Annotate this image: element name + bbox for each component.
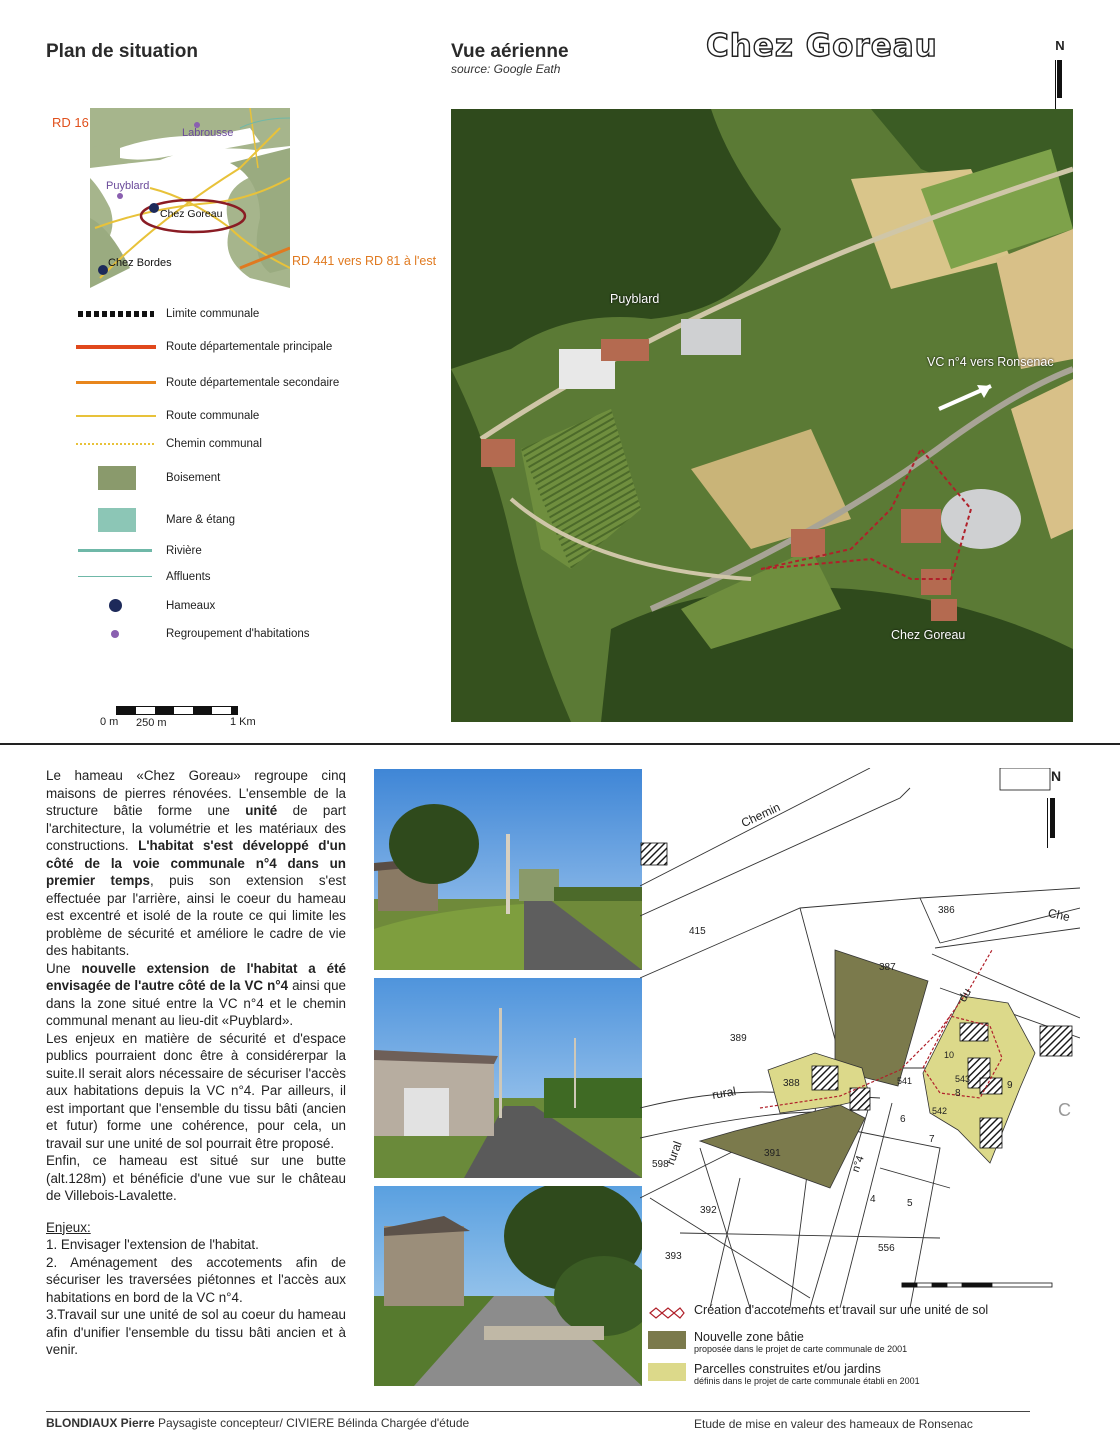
map-label-puyblard: Puyblard xyxy=(106,180,150,192)
paragraph-1: Le hameau «Chez Goreau» regroupe cinq maisons de pierres rénovées. L'ensemble de la structure bâtie forme une unité de part l'architecture, la volumétrie et les matériaux des constructions. L'habitat s'est développé d'un côté de la voie communale n°4 dans un premier temps, puis son extension s'est effectuée par l'arrière, ainsi le coeur du hameau est excentré et isolé de la route ce qui limite les problème de sécurité et améliore le cadre de vie des habitants. xyxy=(46,768,346,958)
footer-author: BLONDIAUX Pierre xyxy=(46,1416,155,1430)
north-label: N xyxy=(1055,38,1065,53)
map-label-chez-bordes: Chez Bordes xyxy=(108,257,172,269)
street-label-rural-1: rural xyxy=(710,1084,738,1102)
legend-chemin-communal xyxy=(76,433,262,455)
parcel-label: 556 xyxy=(878,1243,895,1254)
accotement-symbol xyxy=(648,1304,686,1322)
legend-label: Chemin communal xyxy=(166,438,262,450)
parcel-label: 8 xyxy=(955,1088,961,1099)
street-label-du: du xyxy=(955,985,975,1005)
scale-zero: 0 m xyxy=(100,716,119,728)
cadastre-plan xyxy=(640,768,1080,1308)
legend-title: Nouvelle zone bâtie xyxy=(694,1330,804,1344)
footer-author-role: Paysagiste concepteur/ CIVIERE Bélinda Chargée d'étude xyxy=(154,1416,470,1430)
legend-label: Mare & étang xyxy=(166,514,236,526)
photo-road-2 xyxy=(374,978,642,1178)
parcel-label: 542 xyxy=(932,1106,948,1116)
legend-label: Regroupement d'habitations xyxy=(166,628,310,640)
legend-label: Route départementale secondaire xyxy=(166,377,340,389)
legend-label: Limite communale xyxy=(166,308,260,320)
aerial-label-vc4: VC n°4 vers Ronsenac xyxy=(927,355,1054,369)
situation-map xyxy=(90,108,290,288)
parcel-label: 391 xyxy=(764,1148,781,1159)
parcel-label: 393 xyxy=(665,1251,682,1262)
enjeu-2: 2. Aménagement des accotements afin de sécuriser les traversées piétonnes et l'accès aux habitations en bord de la VC n°4. xyxy=(46,1254,346,1305)
parcel-label: 388 xyxy=(783,1078,800,1089)
parcel-label: 9 xyxy=(1007,1080,1013,1091)
cadastre-north: N xyxy=(1051,768,1062,784)
paragraph-4: Enfin, ce hameau est situé sur une butte (alt.128m) et bénéficie d'une vue sur le château de Villebois-Lavalette. xyxy=(46,1153,346,1203)
aerial-source: source: Google Eath xyxy=(451,62,561,76)
legend-affluents xyxy=(76,566,211,588)
enjeu-3: 3.Travail sur une unité de sol au coeur du hameau afin d'unifier l'ensemble du tissu bâti ancien et à venir. xyxy=(46,1307,346,1357)
new-zone-symbol xyxy=(648,1331,686,1349)
parcel-label: 4 xyxy=(870,1194,876,1205)
parcel-label: 389 xyxy=(730,1033,747,1044)
enjeux-title: Enjeux: xyxy=(46,1219,91,1235)
legend-route-communale xyxy=(76,405,259,427)
plan-legend-accotement xyxy=(648,1303,988,1322)
paragraph-3: Les enjeux en matière de sécurité et d'espace publics pourraient donc être à considérerpar la suite.Il serait alors nécessaire de sécuriser l'accès aux habitations depuis la VC n°4. Par ailleurs, il est important que l'ensemble du tissu bâti (ancien et futur) forme une cohérence, pour cela, un travail sur une unité de sol pourrait être proposé. xyxy=(46,1030,346,1151)
aerial-label-chez-goreau: Chez Goreau xyxy=(891,628,966,642)
plan-legend-nouvelle-zone xyxy=(648,1330,907,1354)
legend-regroupement xyxy=(76,623,310,645)
aerial-label-puyblard: Puyblard xyxy=(610,292,660,306)
legend-limite-communale xyxy=(76,303,259,325)
parcel-label: 5 xyxy=(907,1198,913,1209)
legend-label: Hameaux xyxy=(166,600,216,612)
gardens-symbol xyxy=(648,1363,686,1381)
parcel-label: 392 xyxy=(700,1205,717,1216)
aerial-title: Vue aérienne xyxy=(451,41,569,62)
map-label-chez-goreau: Chez Goreau xyxy=(160,208,223,220)
parcel-label: 541 xyxy=(897,1076,913,1086)
legend-boisement xyxy=(76,464,220,492)
paragraph-2: Une nouvelle extension de l'habitat a été envisagée de l'autre côté de la VC n°4 ainsi que dans la zone situé entre la VC n°4 et le chemin communal menant au lieu-dit «Puyblard». xyxy=(46,960,346,1028)
map-label-rd16: RD 16 xyxy=(52,115,89,130)
footer-study-title: Etude de mise en valeur des hameaux de Ronsenac xyxy=(694,1417,973,1431)
legend-label: Boisement xyxy=(166,472,221,484)
street-label-chemin: Chemin xyxy=(738,799,783,831)
footer-credits xyxy=(46,1416,469,1430)
aerial-photo xyxy=(451,109,1073,722)
plan-title: Plan de situation xyxy=(46,41,199,62)
parcel-label: 7 xyxy=(929,1134,935,1145)
plan-legend-parcelles xyxy=(648,1362,920,1386)
description-text xyxy=(46,767,346,1359)
north-arrow xyxy=(1050,38,1070,110)
place-title: Chez Goreau xyxy=(706,28,938,64)
legend-label: Rivière xyxy=(166,545,202,557)
scale-end: 1 Km xyxy=(230,716,256,728)
street-label-c: C xyxy=(1058,1100,1071,1120)
photo-road-3 xyxy=(374,1186,642,1386)
parcel-label: 386 xyxy=(938,905,955,916)
legend-mare-etang xyxy=(76,506,235,534)
parcel-label: 6 xyxy=(900,1114,906,1125)
legend-route-secondaire xyxy=(76,372,339,394)
legend-subtitle: proposée dans le projet de carte communale de 2001 xyxy=(694,1344,908,1354)
legend-label: Route départementale principale xyxy=(166,341,333,353)
legend-label: Affluents xyxy=(166,571,211,583)
street-label-n4: n°4 xyxy=(849,1154,867,1174)
map-label-labrousse: Labrousse xyxy=(182,127,234,139)
legend-title: Parcelles construites et/ou jardins xyxy=(694,1362,881,1376)
enjeu-1: 1. Envisager l'extension de l'habitat. xyxy=(46,1237,259,1252)
street-label-che: Che xyxy=(1046,905,1072,925)
section-divider xyxy=(0,743,1120,745)
legend-title: Création d'accotements et travail sur une unité de sol xyxy=(694,1303,989,1317)
legend-riviere xyxy=(76,540,202,562)
parcel-label: 10 xyxy=(944,1050,955,1060)
legend-subtitle: définis dans le projet de carte communale établi en 2001 xyxy=(694,1376,920,1386)
parcel-label: 543 xyxy=(955,1074,971,1084)
legend-route-principale xyxy=(76,336,332,358)
scale-mid: 250 m xyxy=(136,717,167,729)
legend-hameaux xyxy=(76,595,215,617)
street-label-rural-2: rural xyxy=(663,1139,685,1167)
photo-road-1 xyxy=(374,769,642,970)
footer-rule xyxy=(46,1411,1030,1412)
parcel-label: 598 xyxy=(652,1159,669,1170)
legend-label: Route communale xyxy=(166,410,260,422)
map-label-rd441: RD 441 vers RD 81 à l'est xyxy=(292,254,437,268)
scale-bar xyxy=(100,704,270,734)
parcel-label: 387 xyxy=(879,962,896,973)
parcel-label: 415 xyxy=(689,926,706,937)
